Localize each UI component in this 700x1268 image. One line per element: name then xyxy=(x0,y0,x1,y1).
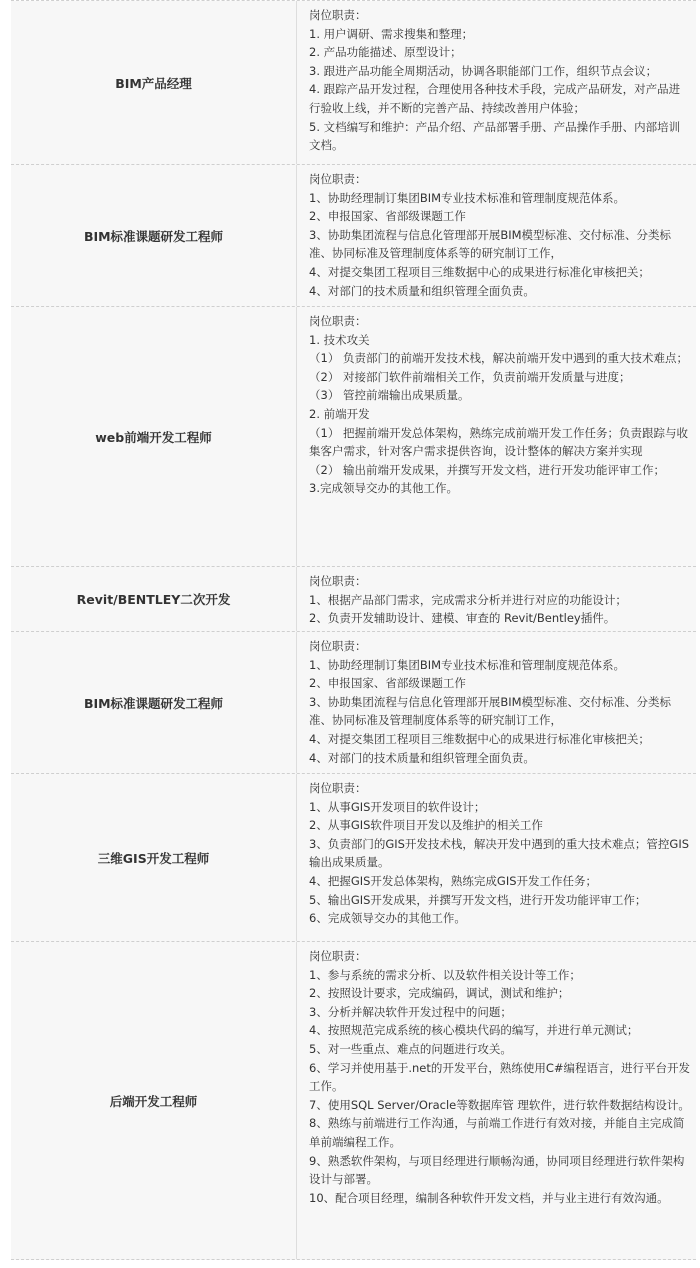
duty-line: 1、从事GIS开发项目的软件设计； xyxy=(309,799,486,814)
job-title: 后端开发工程师 xyxy=(11,942,297,1259)
duty-line: 6、完成领导交办的其他工作。 xyxy=(309,911,466,926)
duty-line: 岗位职责： xyxy=(309,639,367,653)
job-duties xyxy=(297,774,696,941)
duty-line: 5、输出GIS开发成果，并撰写开发文档，进行开发功能评审工作； xyxy=(309,892,647,907)
job-duties xyxy=(297,942,696,1259)
duty-line: 岗位职责： xyxy=(309,314,367,328)
duty-line: 4、按照规范完成系统的核心模块代码的编写，并进行单元测试； xyxy=(309,1023,639,1038)
job-title: web前端开发工程师 xyxy=(11,307,297,566)
job-row xyxy=(11,307,696,567)
duty-line: 3.完成领导交办的其他工作。 xyxy=(309,481,458,496)
duty-line: （2） 输出前端开发成果，并撰写开发文档，进行开发功能评审工作； xyxy=(309,462,665,477)
duty-line: 2、申报国家、省部级课题工作 xyxy=(309,209,466,224)
duty-line: 4、对提交集团工程项目三维数据中心的成果进行标准化审核把关； xyxy=(309,264,650,279)
duty-line: （1） 把握前端开发总体架构，熟练完成前端开发工作任务；负责跟踪与收集客户需求，针对客户需求提供咨询，设计整体的解决方案并实现 xyxy=(309,425,688,459)
duty-line: 岗位职责： xyxy=(309,172,367,186)
duty-line: 2、按照设计要求，完成编码，调试，测试和维护； xyxy=(309,986,570,1001)
job-duties xyxy=(297,632,696,773)
duty-line: 1、参与系统的需求分析、以及软件相关设计等工作； xyxy=(309,967,581,982)
duty-line: 3、分析并解决软件开发过程中的问题； xyxy=(309,1004,512,1019)
duty-line: 4、对部门的技术质量和组织管理全面负责。 xyxy=(309,283,535,298)
job-row xyxy=(11,632,696,774)
job-duties xyxy=(297,567,696,631)
duty-line: 4、把握GIS开发总体架构，熟练完成GIS开发工作任务； xyxy=(309,873,598,888)
duty-line: 4、对提交集团工程项目三维数据中心的成果进行标准化审核把关； xyxy=(309,731,650,746)
duty-line: 2. 产品功能描述、原型设计； xyxy=(309,45,462,60)
duty-line: 3、负责部门的GIS开发技术栈，解决开发中遇到的重大技术难点；管控GIS输出成果质量。 xyxy=(309,836,690,870)
duty-line: 10、配合项目经理，编制各种软件开发文档，并与业主进行有效沟通。 xyxy=(309,1190,669,1205)
duty-line: 4. 跟踪产品开发过程，合理使用各种技术手段，完成产品研发，对产品进行验收上线，并不断的完善产品、持续改善用户体验； xyxy=(309,82,681,115)
job-row xyxy=(11,942,696,1260)
duty-line: 3、协助集团流程与信息化管理部开展BIM模型标准、交付标准、分类标准、协同标准及管理制度体系等的研究制订工作， xyxy=(309,227,672,261)
duty-line: 2、负责开发辅助设计、建模、审查的 Revit/Bentley插件。 xyxy=(309,611,616,626)
duty-line: 1、根据产品部门需求，完成需求分析并进行对应的功能设计； xyxy=(309,592,627,607)
job-title: Revit/BENTLEY二次开发 xyxy=(11,567,297,631)
duty-line: 1. 用户调研、需求搜集和整理； xyxy=(309,26,474,41)
job-title: BIM标准课题研发工程师 xyxy=(11,632,297,773)
job-row xyxy=(11,165,696,307)
duty-line: 岗位职责： xyxy=(309,781,367,795)
duty-line: 4、对部门的技术质量和组织管理全面负责。 xyxy=(309,750,535,765)
job-duties xyxy=(297,165,696,306)
duty-line: （1） 负责部门的前端开发技术栈，解决前端开发中遇到的重大技术难点； xyxy=(309,351,688,366)
duty-line: （2） 对接部门软件前端相关工作，负责前端开发质量与进度； xyxy=(309,369,631,384)
duty-line: 1、协助经理制订集团BIM专业技术标准和管理制度规范体系。 xyxy=(309,657,626,672)
job-title: BIM标准课题研发工程师 xyxy=(11,165,297,306)
job-title: 三维GIS开发工程师 xyxy=(11,774,297,941)
duty-line: 6、学习并使用基于.net的开发平台，熟练使用C#编程语言，进行平台开发工作。 xyxy=(309,1060,691,1094)
duty-line: 1. 技术攻关 xyxy=(309,332,370,347)
duty-line: 岗位职责： xyxy=(309,8,367,22)
job-duties xyxy=(297,1,696,164)
duty-line: 5、对一些重点、难点的问题进行攻关。 xyxy=(309,1041,512,1056)
duty-line: 2. 前端开发 xyxy=(309,406,370,421)
duty-line: 5. 文档编写和维护：产品介绍、产品部署手册、产品操作手册、内部培训文档。 xyxy=(309,119,681,153)
job-row xyxy=(11,1,696,165)
duty-line: 岗位职责： xyxy=(309,574,367,588)
job-title: BIM产品经理 xyxy=(11,1,297,164)
duty-line: 3、协助集团流程与信息化管理部开展BIM模型标准、交付标准、分类标准、协同标准及管理制度体系等的研究制订工作， xyxy=(309,694,672,728)
duty-line: 9、熟悉软件架构，与项目经理进行顺畅沟通，协同项目经理进行软件架构设计与部署。 xyxy=(309,1153,685,1187)
duty-line: 8、熟练与前端进行工作沟通，与前端工作进行有效对接，并能自主完成简单前端编程工作。 xyxy=(309,1116,685,1149)
duty-line: 7、使用SQL Server/Oracle等数据库管 理软件，进行软件数据结构设计。 xyxy=(309,1097,690,1112)
duty-line: （3） 管控前端输出成果质量。 xyxy=(309,388,470,403)
job-row xyxy=(11,567,696,632)
duty-line: 3. 跟进产品功能全周期活动，协调各职能部门工作，组织节点会议； xyxy=(309,63,658,78)
duty-line: 2、申报国家、省部级课题工作 xyxy=(309,676,466,691)
job-table xyxy=(11,0,696,1260)
job-row xyxy=(11,774,696,942)
job-duties xyxy=(297,307,696,566)
duty-line: 2、从事GIS软件项目开发以及维护的相关工作 xyxy=(309,818,543,833)
duty-line: 1、协助经理制订集团BIM专业技术标准和管理制度规范体系。 xyxy=(309,190,626,205)
duty-line: 岗位职责： xyxy=(309,949,367,963)
